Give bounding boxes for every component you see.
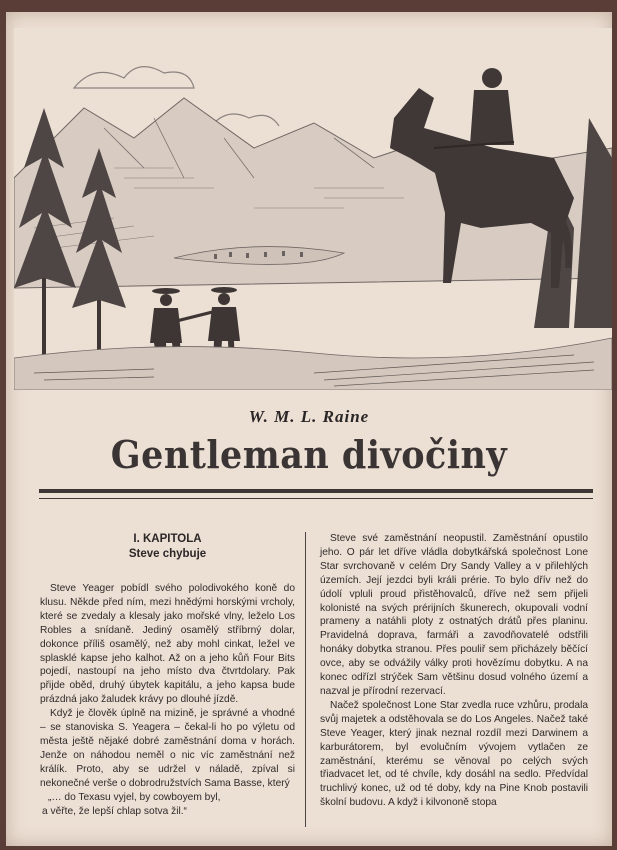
author-name: W. M. L. Raine [248,407,370,426]
paragraph: Když je člověk úplně na mizině, je správné a vhodné – se stanoviska S. Yeagera – čekal-li ho po výletu od města ještě nějaké dobré zaměstnání doma v horách. Jenže on náhodou neměl o nic víc zaměstnání než králík. Proto, aby se udržel v náladě, zpíval si nekonečné verše o dobrodružstvích Sama Basse, který [40,708,295,789]
column-divider [305,532,306,827]
left-column [40,532,295,818]
chapter-subheading: Steve chybuje [128,548,207,560]
book-page [6,12,612,846]
verse-line: a věřte, že lepší chlap sotva žil.“ [42,805,187,817]
verse-line: „… do Texasu vyjel, by cowboyem byl, [48,791,221,803]
story-title: Gentleman divočiny [110,432,508,477]
title-rule [39,489,593,499]
western-illustration [14,28,612,390]
chapter-heading: I. KAPITOLA [133,533,202,545]
paragraph: Steve své zaměstnání neopustil. Zaměstnání opustilo jeho. O pár let dříve vládla dobytkářská společnost Lone Star svrchovaně v celém Dry Sandy Valley a v přilehlých územích. Její jezdci byli králi prérie. To bylo dřív než do údolí vpluli proud přistěhovalců, dříve než sem přijeli kolonisté na svých prérijních škunerech, okupovali vodní prameny a natáhli ploty z ostnatých drátů přes planinu. Pravidelná doprava, farmáři a zavodňovatelé odstřili honáky dobytka stranou. Přes pouliř sem přicházely běčící ovce, aby se odvážily války proti hovězímu dobytku. A na konec odřízl strýček Sam většinu dosud volného území a nazval je přírodní rezervací. [320,533,588,697]
illustration-drawing [14,28,612,390]
paragraph: Načež společnost Lone Star zvedla ruce vzhůru, prodala svůj majetek a odstěhovala se do Los Angeles. Načež také Steve Yeager, který jinak neznal rozdíl mezi Darwinem a karburátorem, byl evolučním vývojem vytlačen ze zaměstnání, kterému se věnoval po celých svých třiadvacet let, od té chvíle, kdy dosáhl na sedlo. Předvídal truchlivý konec, už od té doby, kdy na Pine Knob postavili školní budovu. A když i kilvononě stopa [320,699,588,809]
right-column [320,532,588,810]
paragraph: Steve Yeager pobídl svého polodivokého koně do klusu. Někde před ním, mezi hnědými horskými vrcholy, které se zvedaly a klesaly jako mořské vlny, leželo Los Robles a snídaně. Jediný osamělý stříbrný dolar, dokonce příliš osamělý, než aby mohl cinkat, ležel ve splasklé kapse jeho kalhot. Až on a jeho kůň Four Bits pojedí, nastoupí na jeho místo dva čtvrtdolary. Pak přijde oběd, druhý úbytek kapitálu, a jeho kapsa bude prázdná jako žaludek krávy po dlouhé jízdě. [40,583,295,706]
